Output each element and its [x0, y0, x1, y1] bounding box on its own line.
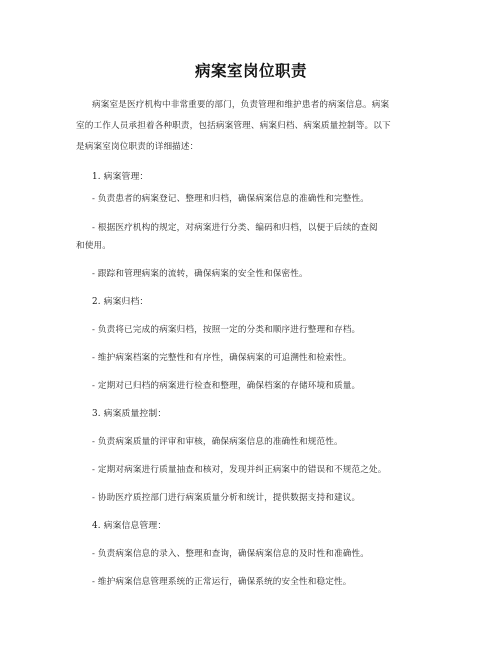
list-item: - 协助医疗质控部门进行病案质量分析和统计，提供数据支持和建议。: [92, 493, 361, 503]
intro-line: 是病案室岗位职责的详细描述：: [76, 142, 199, 152]
intro-line: 病案室是医疗机构中非常重要的部门，负责管理和维护患者的病案信息。病案: [92, 100, 390, 110]
list-item: - 根据医疗机构的规定，对病案进行分类、编码和归档，以便于后续的查阅: [92, 223, 378, 233]
document-title: 病案室岗位职责: [194, 62, 307, 80]
section-heading: 2. 病案归档：: [92, 297, 149, 307]
intro-line: 室的工作人员承担着各种职责，包括病案管理、病案归档、病案质量控制等。以下: [76, 121, 391, 131]
list-item: - 负责病案质量的评审和审核，确保病案信息的准确性和规范性。: [92, 437, 343, 447]
list-item: - 定期对病案进行质量抽查和核对，发现并纠正病案中的错误和不规范之处。: [92, 465, 387, 475]
section-heading: 4. 病案信息管理：: [92, 521, 167, 531]
list-item: - 负责病案信息的录入、整理和查询，确保病案信息的及时性和准确性。: [92, 549, 369, 559]
list-item: - 定期对已归档的病案进行检查和整理，确保档案的存储环境和质量。: [92, 381, 361, 391]
list-item: - 负责患者的病案登记、整理和归档，确保病案信息的准确性和完整性。: [92, 194, 369, 204]
list-item-continuation: 和使用。: [76, 241, 111, 251]
section-heading: 1. 病案管理：: [92, 172, 149, 182]
list-item: - 跟踪和管理病案的流转，确保病案的安全性和保密性。: [92, 269, 308, 279]
list-item: - 维护病案信息管理系统的正常运行，确保系统的安全性和稳定性。: [92, 577, 352, 587]
list-item: - 维护病案档案的完整性和有序性，确保病案的可追溯性和检索性。: [92, 353, 352, 363]
section-heading: 3. 病案质量控制：: [92, 409, 167, 419]
list-item: - 负责将已完成的病案归档，按照一定的分类和顺序进行整理和存档。: [92, 325, 361, 335]
